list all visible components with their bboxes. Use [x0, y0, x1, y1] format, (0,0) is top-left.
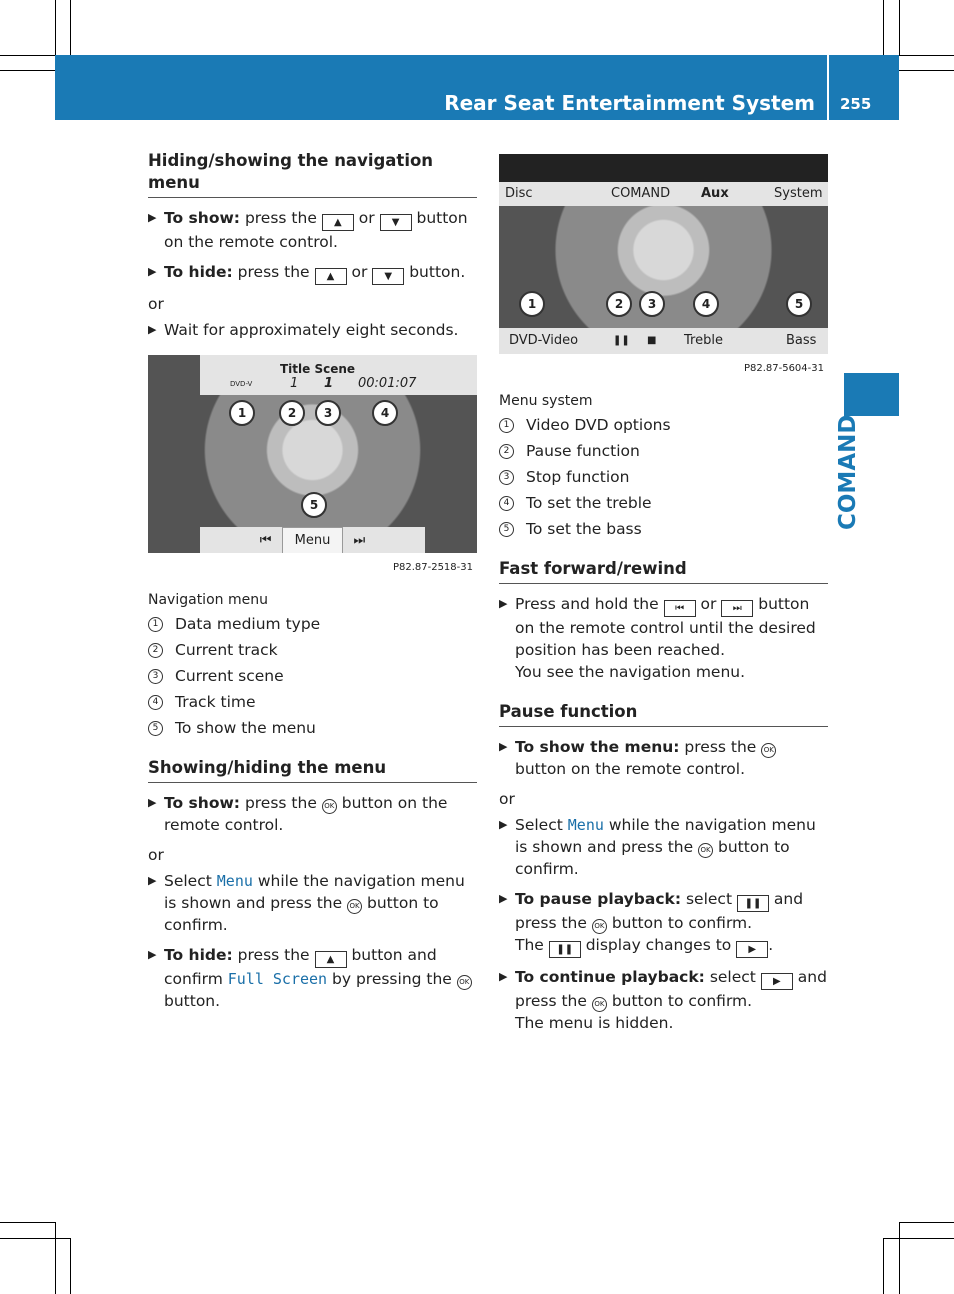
arrow-icon: ▶	[148, 323, 157, 336]
section-heading: Pause function	[499, 701, 828, 727]
figure-reference: P82.87-5604-31	[743, 363, 824, 374]
up-key-icon: ▲	[322, 214, 354, 231]
forward-key-icon: ⏭	[721, 600, 753, 617]
legend-item: 2 Current track	[148, 639, 477, 661]
arrow-icon: ▶	[148, 874, 157, 887]
down-key-icon: ▼	[380, 214, 412, 231]
callout-2: 2	[606, 291, 632, 317]
section-heading: Showing/hiding the menu	[148, 757, 477, 783]
header-bar	[55, 55, 899, 120]
figure-caption: Navigation menu	[148, 592, 268, 608]
play-key-icon: ▶	[736, 941, 768, 958]
side-tab	[844, 373, 899, 416]
figure-reference: P82.87-2518-31	[392, 562, 473, 573]
ok-button-icon: OK	[592, 919, 607, 934]
crop-mark	[899, 55, 954, 56]
stop-icon: ■	[647, 335, 657, 346]
legend-item: 4 To set the treble	[499, 492, 828, 514]
section-heading: Hiding/showing the navigation menu	[148, 150, 477, 198]
osd-info-bar: Title Scene DVD-V 1 1 00:01:07	[200, 355, 477, 395]
arrow-icon: ▶	[499, 818, 508, 831]
callout-1: 1	[229, 400, 255, 426]
crop-mark	[883, 0, 884, 55]
pause-key-icon: ❚❚	[737, 895, 769, 912]
left-column	[148, 150, 477, 1020]
figure-caption: Menu system	[499, 393, 593, 409]
ok-button-icon: OK	[698, 843, 713, 858]
crop-mark	[70, 0, 71, 55]
instruction: ▶ Select Menu while the navigation menu is shown and press the OK button to confirm.	[148, 872, 465, 934]
instruction: ▶ To hide: press the ▲ or ▼ button.	[148, 261, 477, 285]
callout-5: 5	[301, 492, 327, 518]
callout-3: 3	[315, 400, 341, 426]
legend-item: 2 Pause function	[499, 440, 828, 462]
menu-label: Menu	[282, 527, 344, 553]
arrow-icon: ▶	[148, 211, 157, 224]
pause-key-icon: ❚❚	[549, 941, 581, 958]
callout-3: 3	[639, 291, 665, 317]
instruction: ▶ To show: press the ▲ or ▼ button on the remote control.	[148, 209, 468, 251]
up-key-icon: ▲	[315, 268, 347, 285]
play-key-icon: ▶	[761, 973, 793, 990]
callout-4: 4	[372, 400, 398, 426]
osd-menu-bar	[200, 527, 425, 553]
previous-icon: ⏮	[259, 533, 272, 548]
or-text: or	[148, 846, 164, 864]
ok-button-icon: OK	[457, 975, 472, 990]
page-title: Rear Seat Entertainment System	[444, 91, 815, 115]
right-column	[499, 150, 828, 1042]
instruction: ▶ Select Menu while the navigation menu is shown and press the OK button to confirm.	[499, 816, 816, 878]
or-text: or	[499, 790, 515, 808]
callout-1: 1	[519, 291, 545, 317]
ok-button-icon: OK	[761, 743, 776, 758]
ok-button-icon: OK	[592, 997, 607, 1012]
top-black-strip	[499, 154, 828, 182]
or-text: or	[148, 295, 164, 313]
arrow-icon: ▶	[148, 796, 157, 809]
instruction: ▶ To hide: press the ▲ button and confirm Full Screen by pressing the OK button.	[148, 944, 477, 1012]
callout-5: 5	[786, 291, 812, 317]
instruction: ▶ To show the menu: press the OK button on the remote control.	[499, 736, 828, 780]
instruction: ▶ To continue playback: select ▶ and press the OK button to confirm. The menu is hidden.	[499, 968, 827, 1032]
crop-mark	[70, 1238, 71, 1294]
ok-button-icon: OK	[347, 899, 362, 914]
crop-mark	[899, 1222, 954, 1223]
navigation-menu-figure	[148, 355, 477, 553]
instruction: ▶ To show: press the OK button on the remote control.	[148, 794, 448, 834]
ok-button-icon: OK	[322, 799, 337, 814]
header-divider	[827, 55, 829, 120]
crop-mark	[0, 1222, 55, 1223]
crop-mark	[883, 1238, 954, 1239]
pause-icon: ❚❚	[613, 335, 630, 346]
page-number: 255	[840, 95, 872, 113]
menu-tab-bar: Disc COMAND Aux System	[499, 182, 828, 206]
crop-mark	[899, 1222, 900, 1294]
callout-2: 2	[279, 400, 305, 426]
rewind-key-icon: ⏮	[664, 600, 696, 617]
arrow-icon: ▶	[148, 265, 157, 278]
crop-mark	[55, 0, 56, 55]
legend-item: 3 Stop function	[499, 466, 828, 488]
instruction: ▶ Wait for approximately eight seconds.	[148, 321, 459, 339]
legend-item: 1 Data medium type	[148, 613, 477, 635]
arrow-icon: ▶	[499, 970, 508, 983]
section-heading: Fast forward/rewind	[499, 558, 828, 584]
arrow-icon: ▶	[499, 892, 508, 905]
crop-mark	[0, 70, 55, 71]
crop-mark	[899, 70, 954, 71]
crop-mark	[0, 1238, 70, 1239]
legend-item: 5 To set the bass	[499, 518, 828, 540]
legend-item: 1 Video DVD options	[499, 414, 828, 436]
next-icon: ⏭	[353, 533, 366, 548]
callout-4: 4	[693, 291, 719, 317]
up-key-icon: ▲	[315, 951, 347, 968]
legend-item: 3 Current scene	[148, 665, 477, 687]
down-key-icon: ▼	[372, 268, 404, 285]
crop-mark	[899, 0, 900, 55]
legend-item: 4 Track time	[148, 691, 477, 713]
crop-mark	[883, 1238, 884, 1294]
crop-mark	[0, 55, 55, 56]
menu-system-figure	[499, 154, 828, 354]
instruction: ▶ To pause playback: select ❚❚ and press the OK button to confirm. The ❚❚ display changes to ▶ .	[499, 888, 828, 958]
crop-mark	[55, 1222, 56, 1294]
legend-item: 5 To show the menu	[148, 717, 477, 739]
arrow-icon: ▶	[499, 740, 508, 753]
arrow-icon: ▶	[499, 597, 508, 610]
instruction: ▶ Press and hold the ⏮ or ⏭ button on the remote control until the desired position has been reached. You see the navigation menu.	[499, 595, 816, 681]
arrow-icon: ▶	[148, 948, 157, 961]
side-tab-label: COMAND	[835, 414, 861, 530]
menu-bottom-bar: DVD-Video ❚❚ ■ Treble Bass	[499, 328, 828, 354]
